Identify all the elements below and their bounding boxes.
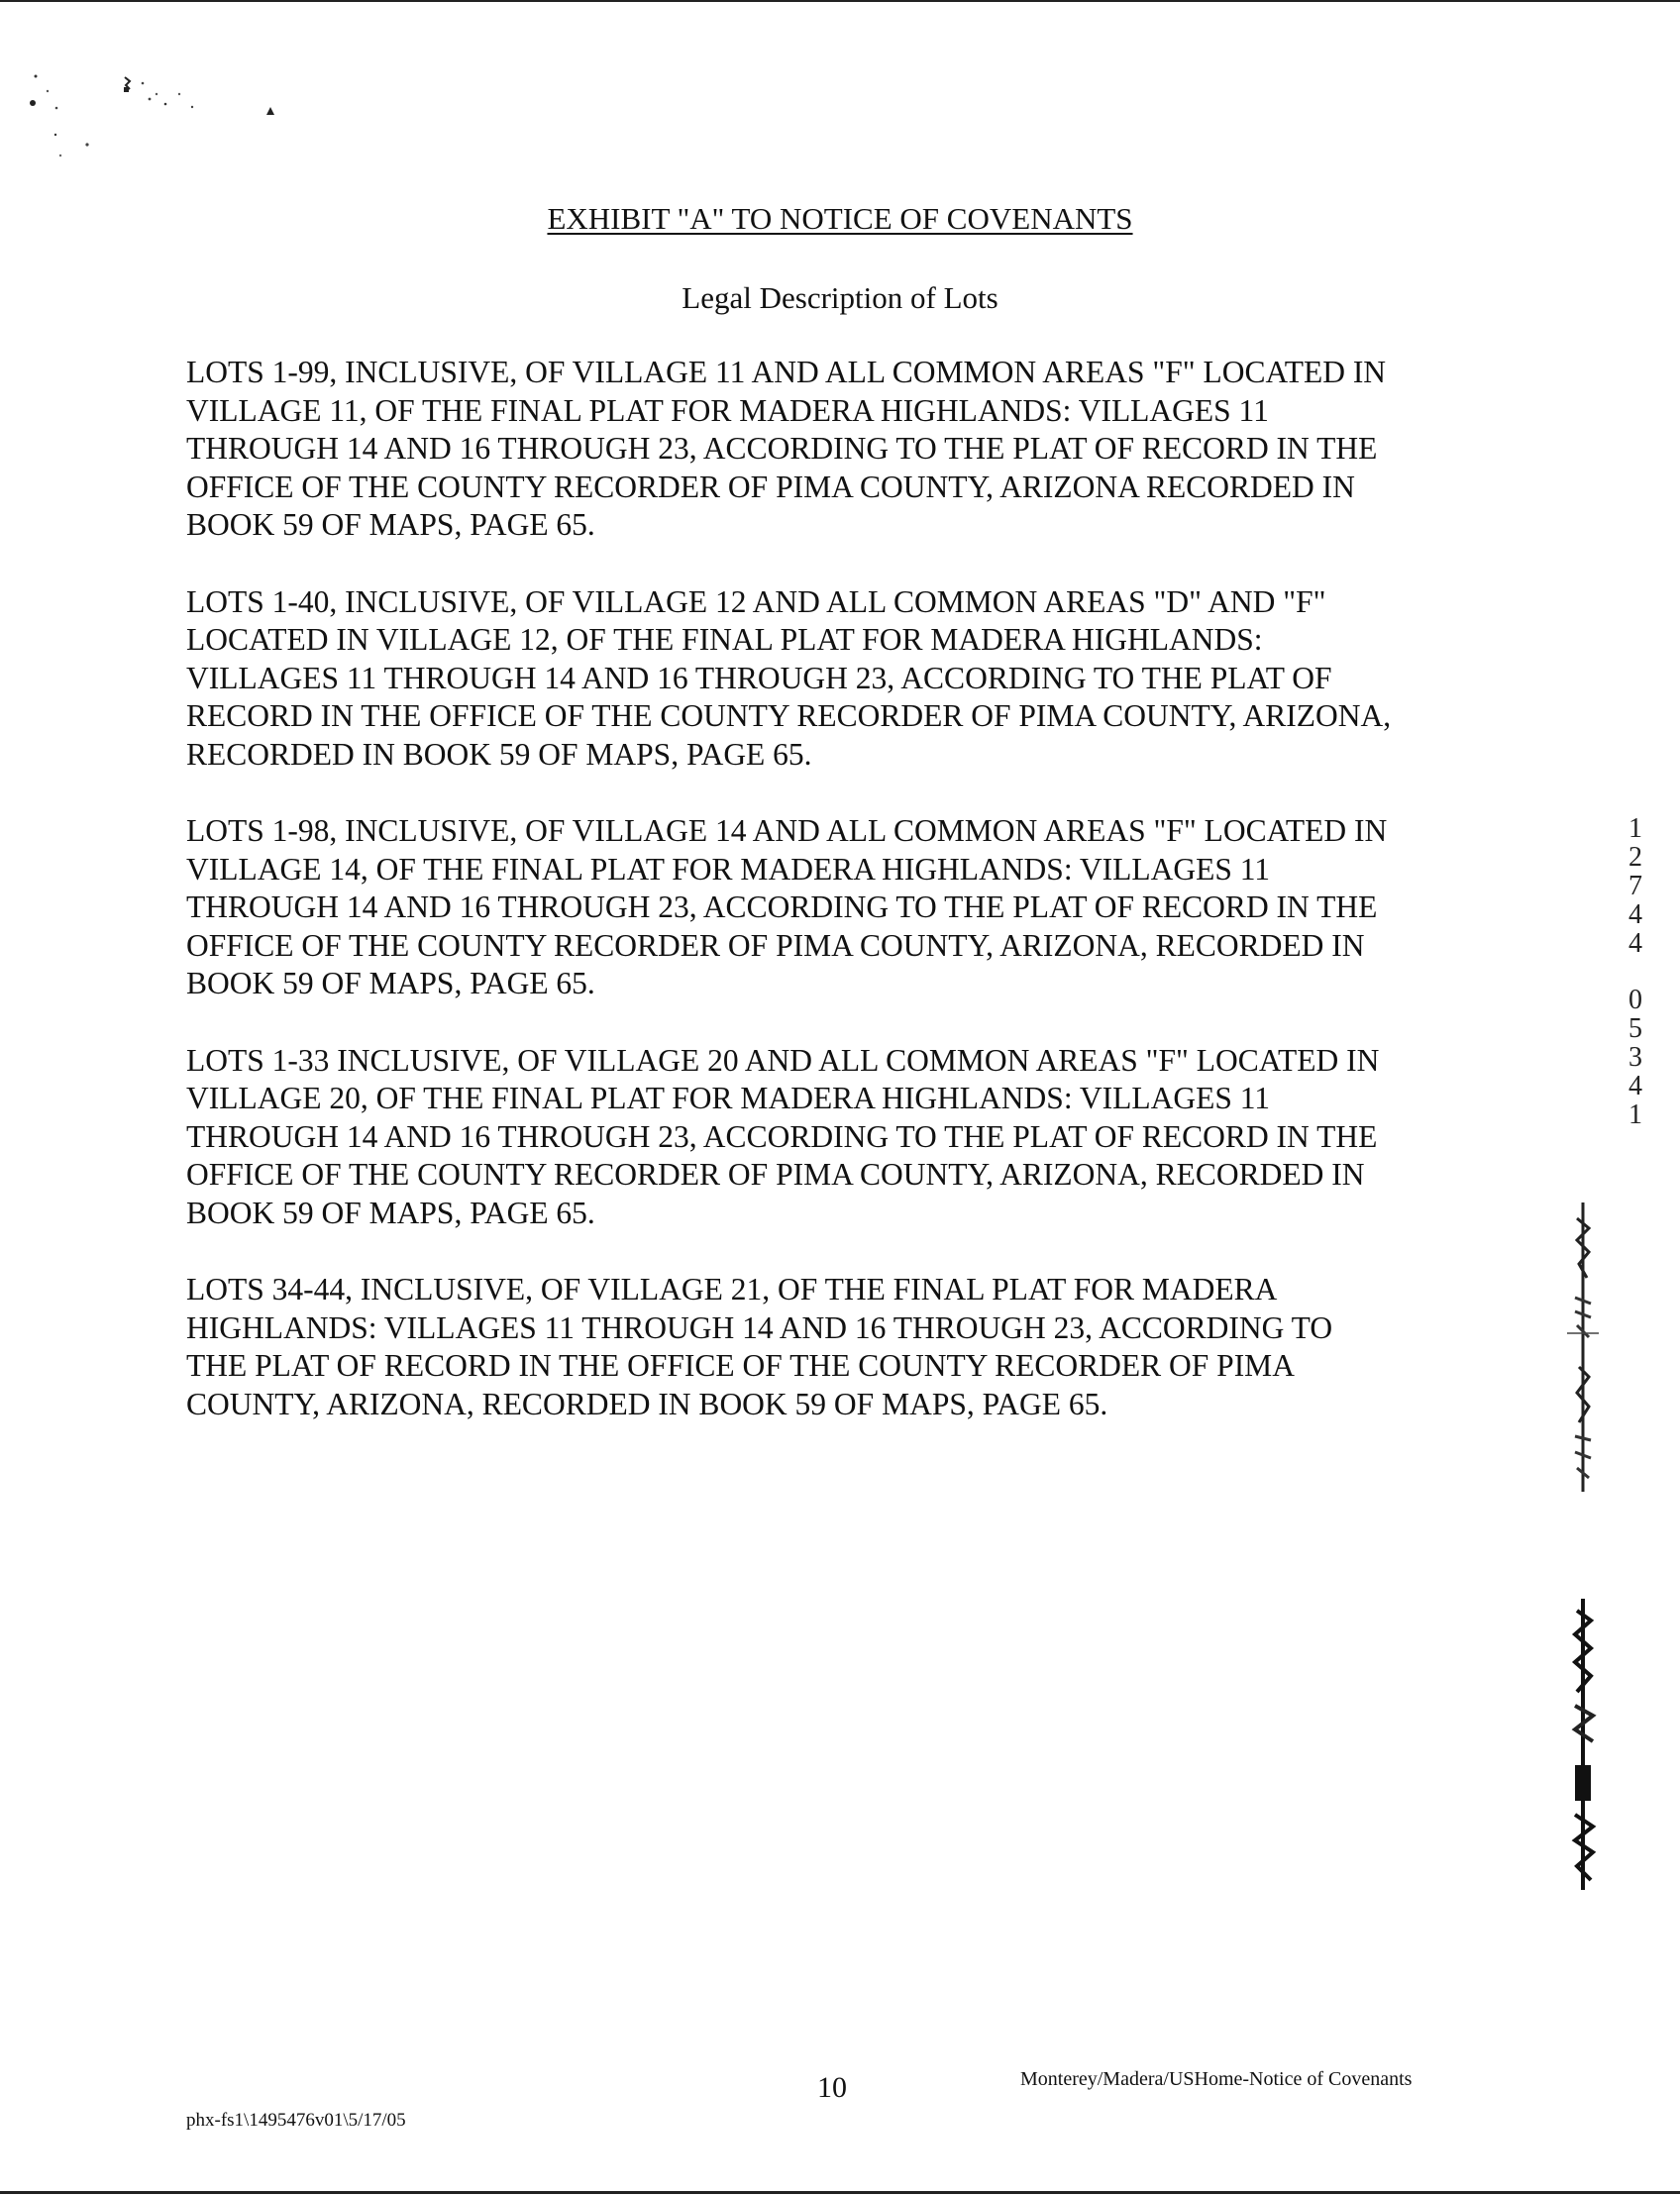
- lot-description-village-20: LOTS 1-33 INCLUSIVE, OF VILLAGE 20 AND ALL COMMON AREAS "F" LOCATED IN VILLAGE 20, OF THE FINAL PLAT FOR MADERA HIGHLANDS: VILLAGES 11 THROUGH 14 AND 16 THROUGH 23, ACCORDING TO THE PLAT OF RECORD IN THE OFFICE OF THE COUNTY RECORDER OF PIMA COUNTY, ARIZONA, RECORDED IN BOOK 59 OF MAPS, PAGE 65.: [186, 1042, 1380, 1230]
- page-digit: 1: [1628, 1099, 1642, 1130]
- page-digit: 0: [1628, 985, 1642, 1015]
- page-digit: 5: [1628, 1013, 1642, 1044]
- page-digit: 4: [1628, 1071, 1642, 1101]
- docket-digit: 4: [1628, 928, 1642, 959]
- recording-number: [1623, 814, 1648, 1129]
- lot-description-village-12: LOTS 1-40, INCLUSIVE, OF VILLAGE 12 AND ALL COMMON AREAS "D" AND "F" LOCATED IN VILLAGE 12, OF THE FINAL PLAT FOR MADERA HIGHLANDS: VILLAGES 11 THROUGH 14 AND 16 THROUGH 23, ACCORDING TO THE PLAT OF RECORD IN THE OFFICE OF THE COUNTY RECORDER OF PIMA COUNTY, ARIZONA, RECORDED IN BOOK 59 OF MAPS, PAGE 65.: [186, 583, 1392, 772]
- page-digit: 3: [1628, 1042, 1642, 1073]
- page-top-edge: [0, 0, 1680, 2]
- document-name-footer: Monterey/Madera/USHome-Notice of Covenants: [1020, 2068, 1413, 2090]
- legal-description-list: [186, 354, 1494, 1462]
- lot-description-village-21: LOTS 34-44, INCLUSIVE, OF VILLAGE 21, OF THE FINAL PLAT FOR MADERA HIGHLANDS: VILLAGES 11 THROUGH 14 AND 16 THROUGH 23, ACCORDING TO THE PLAT OF RECORD IN THE OFFICE OF THE COUNTY RECORDER OF PIMA COUNTY, ARIZONA, RECORDED IN BOOK 59 OF MAPS, PAGE 65.: [186, 1272, 1333, 1421]
- document-id-footer: phx-fs1\1495476v01\5/17/05: [186, 2110, 406, 2131]
- page-bottom-edge: [0, 2191, 1680, 2194]
- scan-specks: [30, 59, 287, 168]
- lot-description-village-14: LOTS 1-98, INCLUSIVE, OF VILLAGE 14 AND ALL COMMON AREAS "F" LOCATED IN VILLAGE 14, OF THE FINAL PLAT FOR MADERA HIGHLANDS: VILLAGES 11 THROUGH 14 AND 16 THROUGH 23, ACCORDING TO THE PLAT OF RECORD IN THE OFFICE OF THE COUNTY RECORDER OF PIMA COUNTY, ARIZONA, RECORDED IN BOOK 59 OF MAPS, PAGE 65.: [186, 813, 1388, 1000]
- page-number: 10: [817, 2071, 847, 2104]
- recorder-stamp-mark-lower: [1563, 1597, 1607, 1894]
- docket-digit: 7: [1628, 871, 1642, 901]
- docket-digit: 2: [1628, 842, 1642, 873]
- recording-number-gap: [1623, 958, 1648, 986]
- docket-digit: 1: [1628, 813, 1642, 844]
- lot-description-village-11: LOTS 1-99, INCLUSIVE, OF VILLAGE 11 AND ALL COMMON AREAS "F" LOCATED IN VILLAGE 11, OF THE FINAL PLAT FOR MADERA HIGHLANDS: VILLAGES 11 THROUGH 14 AND 16 THROUGH 23, ACCORDING TO THE PLAT OF RECORD IN THE OFFICE OF THE COUNTY RECORDER OF PIMA COUNTY, ARIZONA RECORDED IN BOOK 59 OF MAPS, PAGE 65.: [186, 355, 1387, 542]
- exhibit-title: EXHIBIT "A" TO NOTICE OF COVENANTS: [547, 201, 1133, 236]
- exhibit-subtitle: Legal Description of Lots: [682, 280, 998, 315]
- recorder-stamp-mark-upper: [1565, 1199, 1605, 1496]
- docket-digit: 4: [1628, 899, 1642, 930]
